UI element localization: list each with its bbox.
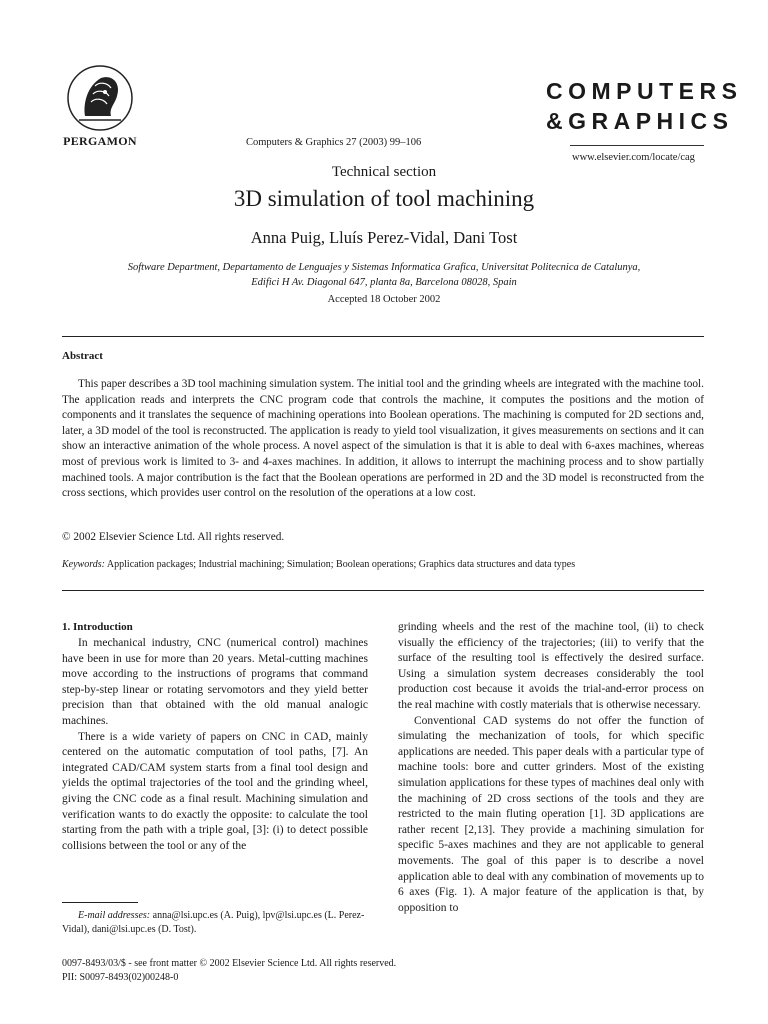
front-matter-line1: 0097-8493/03/$ - see front matter © 2002 Elsevier Science Ltd. All rights reserved.: [62, 958, 397, 969]
keywords: [62, 559, 704, 570]
publisher-logo: [50, 64, 150, 149]
affiliation-line2: Edifici H Av. Diagonal 647, planta 8a, Barcelona 08028, Spain: [251, 277, 517, 288]
paper-title: 3D simulation of tool machining: [233, 186, 535, 211]
abstract-heading: Abstract: [62, 350, 103, 362]
journal-title: [546, 76, 743, 136]
footnote-rule: [62, 902, 138, 903]
abstract-top-rule: [62, 336, 704, 337]
footnote-emails: [62, 909, 368, 937]
publisher-name: PERGAMON: [63, 134, 137, 148]
footnote-label: E-mail addresses:: [78, 910, 151, 921]
header-divider: [570, 145, 704, 146]
affiliation: [60, 260, 708, 290]
section-label: Technical section: [331, 164, 437, 180]
right-column: [398, 620, 704, 916]
abstract-body: This paper describes a 3D tool machining simulation system. The initial tool and the grinding wheels are integrated with the machine tool. The application reads and interprets the CNC program code that controls the machine, it computes the positions and the motion of components and it translates the sequence of machining operations into Boolean operations. The machining is computed for 2D sections and, later, a 3D model of the tool is reconstructed. The application is ready to yield tool visualization, it gives measurements on sections and it can show an interactive animation of the whole process. A novel aspect of the simulation is that it is able to deal with 6-axes machines, whereas most of previous work is limited to 3- and 4-axes machines. In addition, it allows to interrupt the machining process and to show partially machined tools. A major contribution is the fact that the Boolean operations are performed in 2D and the 3D model is reconstructed from the cross sections, which provides user control on the resolution of the operations at a low cost.: [62, 378, 704, 500]
pii-line: PII: S0097-8493(02)00248-0: [62, 972, 179, 983]
authors: Anna Puig, Lluís Perez-Vidal, Dani Tost: [250, 228, 518, 247]
keywords-text: Application packages; Industrial machining; Simulation; Boolean operations; Graphics data structures and data types: [104, 559, 576, 570]
paragraph: Conventional CAD systems do not offer the function of simulating the mechanization of tools, for which specific applications are needed. This paper deals with a particular type of machine tools: bore and cutter grinders. Most of the existing simulation applications for these types of machines deal only with the machining of 2D cross sections of the tools and they are restricted to the main fluting operation [1]. 3D applications are rather recent [2,13]. They provide a machining simulation for specific 5-axes machines and they are not applicable to general movements. The goal of this paper is to describe a novel application able to deal with any combination of movements up to 6 axes (Fig. 1). A major feature of the application is that, by opposition to: [398, 714, 704, 914]
paragraph: In mechanical industry, CNC (numerical control) machines have been in use for more than 20 years. Metal-cutting machines move according to the instructions of programs that command step-by-step linear or rotating servomotors and they yield better precision than that obtained with the old manual analogic machines.: [62, 637, 368, 727]
paragraph: There is a wide variety of papers on CNC in CAD, mainly centered on the automatic computation of tool paths, [7]. An integrated CAD/CAM system starts from a final tool design and yields the optimal trajectories of the tool and the grinding wheel, giving the CNC code as a final result. Machining simulation and verification wants to do exactly the opposite: to calculate the tool starting from the path with a triple goal, [3]: (i) to detect possible collisions between the tool or any of the: [62, 730, 368, 852]
footnote-text: anna@lsi.upc.es (A. Puig), lpv@lsi.upc.es (L. Perez-Vidal), dani@lsi.upc.es (D. Tost).: [62, 910, 365, 935]
journal-title-line2: &GRAPHICS: [546, 108, 734, 134]
abstract-copyright: © 2002 Elsevier Science Ltd. All rights reserved.: [62, 531, 285, 543]
front-matter: [62, 957, 396, 985]
affiliation-line1: Software Department, Departamento de Lenguajes y Sistemas Informatica Grafica, Universitat Politecnica de Catalunya,: [127, 262, 641, 273]
abstract-bottom-rule: [62, 590, 704, 591]
left-column: [62, 636, 368, 854]
accepted-date: Accepted 18 October 2002: [327, 294, 441, 305]
pergamon-tree-logo-icon: [65, 64, 135, 132]
keywords-label: Keywords:: [62, 559, 105, 570]
journal-title-line1: COMPUTERS: [546, 78, 743, 104]
paragraph: grinding wheels and the rest of the machine tool, (ii) to check visually the efficiency of the trajectories; (iii) to verify that the surface of the resulting tool is effectively the desired surface. Using a simulation system decreases considerably the tool production cost because it avoids the trial-and-error process on the real machine with costly materials that is otherwise necessary.: [398, 621, 704, 711]
journal-url-link[interactable]: www.elsevier.com/locate/cag: [572, 152, 695, 163]
section-heading-introduction: 1. Introduction: [62, 621, 133, 633]
journal-citation: Computers & Graphics 27 (2003) 99–106: [246, 137, 422, 148]
